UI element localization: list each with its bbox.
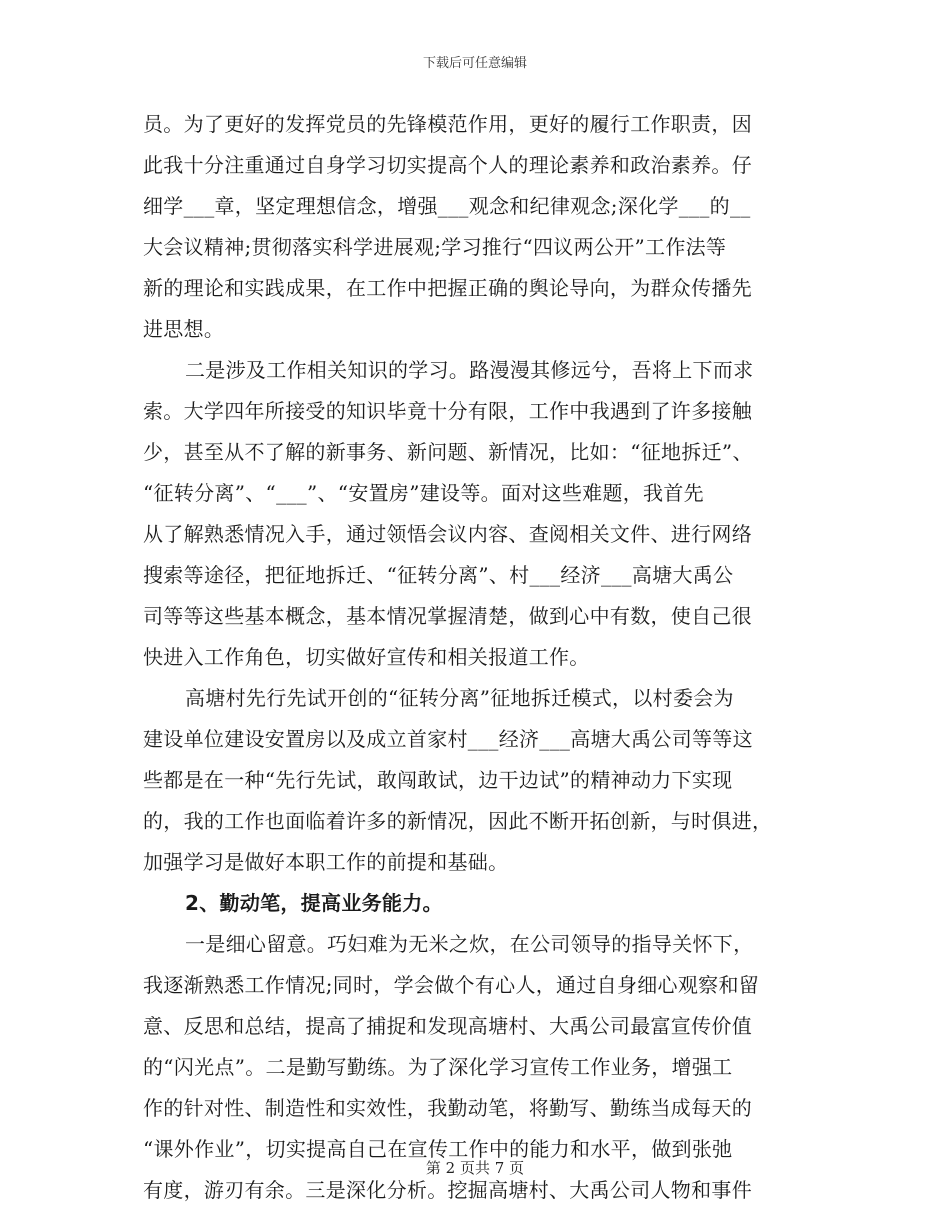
body-text-line: 的，我的工作也面临着许多的新情况，因此不断开拓创新，与时俱进， <box>143 809 773 833</box>
body-text-line: 细学___章，坚定理想信念，增强___观念和纪律观念;深化学___的__ <box>143 194 751 218</box>
body-text-line: 我逐渐熟悉工作情况;同时，学会做个有心人，通过自身细心观察和留 <box>143 973 760 997</box>
body-text-line: “征转分离”、“___”、“安置房”建设等。面对这些难题，我首先 <box>143 481 704 505</box>
body-text-line: 二是涉及工作相关知识的学习。路漫漫其修远兮，吾将上下而求 <box>185 358 754 382</box>
body-text-line: 员。为了更好的发挥党员的先锋模范作用，更好的履行工作职责，因 <box>143 112 752 136</box>
body-text-line: 有度，游刃有余。三是深化分析。挖掘高塘村、大禹公司人物和事件 <box>143 1178 752 1202</box>
page-header: 下载后可任意编辑 <box>422 56 527 71</box>
body-text-line: 高塘村先行先试开创的“征转分离”征地拆迁模式，以村委会为 <box>185 686 734 710</box>
body-text-line: 快进入工作角色，切实做好宣传和相关报道工作。 <box>143 645 590 669</box>
document-body <box>143 104 803 1211</box>
body-text-line: 的“闪光点”。二是勤写勤练。为了深化学习宣传工作业务，增强工 <box>143 1055 733 1079</box>
body-text-line: 作的针对性、制造性和实效性，我勤动笔，将勤写、勤练当成每天的 <box>143 1096 752 1120</box>
body-text-line: 些都是在一种“先行先试，敢闯敢试，边干边试”的精神动力下实现 <box>143 768 733 792</box>
body-text-line: 建设单位建设安置房以及成立首家村___经济___高塘大禹公司等等这 <box>143 727 753 751</box>
page-footer: 第 2 页共 7 页 <box>425 1159 525 1177</box>
body-text-line: 大会议精神;贯彻落实科学进展观;学习推行“四议两公开”工作法等 <box>143 235 727 259</box>
section-heading: 2、勤动笔，提高业务能力。 <box>185 891 443 915</box>
body-text-line: 此我十分注重通过自身学习切实提高个人的理论素养和政治素养。仔 <box>143 153 752 177</box>
body-text-line: 一是细心留意。巧妇难为无米之炊，在公司领导的指导关怀下， <box>185 932 754 956</box>
body-text-line: 搜索等途径，把征地拆迁、“征转分离”、村___经济___高塘大禹公 <box>143 563 734 587</box>
body-text-line: 索。大学四年所接受的知识毕竟十分有限，工作中我遇到了许多接触 <box>143 399 752 423</box>
body-text-line: 意、反思和总结，提高了捕捉和发现高塘村、大禹公司最富宣传价值 <box>143 1014 752 1038</box>
body-text-line: “课外作业”，切实提高自己在宣传工作中的能力和水平，做到张弛 <box>143 1137 733 1161</box>
body-text-line: 加强学习是做好本职工作的前提和基础。 <box>143 850 509 874</box>
body-text-line: 从了解熟悉情况入手，通过领悟会议内容、查阅相关文件、进行网络 <box>143 522 752 546</box>
body-text-line: 进思想。 <box>143 317 225 341</box>
body-text-line: 司等等这些基本概念，基本情况掌握清楚，做到心中有数，使自己很 <box>143 604 752 628</box>
body-text-line: 少，甚至从不了解的新事务、新问题、新情况，比如：“征地拆迁”、 <box>143 440 753 464</box>
body-text-line: 新的理论和实践成果，在工作中把握正确的舆论导向，为群众传播先 <box>143 276 752 300</box>
